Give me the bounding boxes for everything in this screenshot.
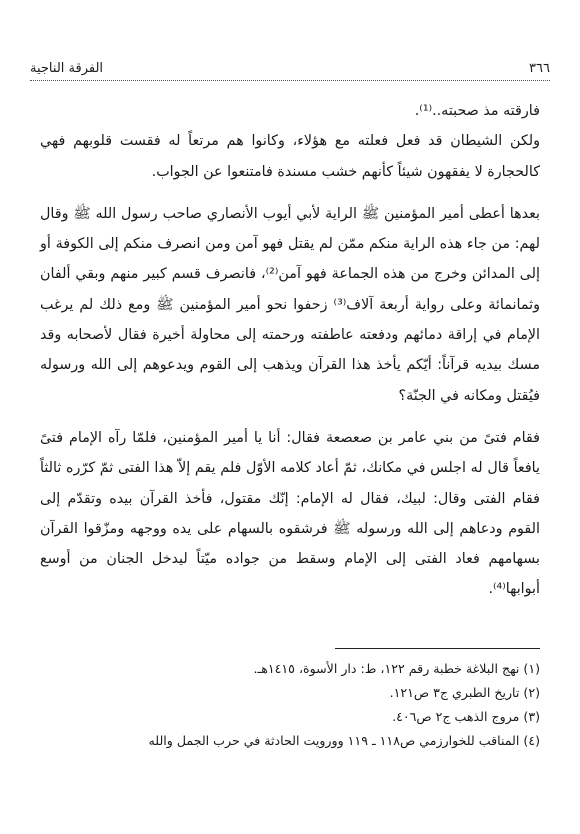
body-text	[40, 96, 540, 605]
paragraph: فقام فتىً من بني عامر بن صعصعة فقال: أنا يا أمير المؤمنين، فلمّا رآه الإمام فتىً يافعاً قال له اجلس في مكانك، ثمّ أعاد كلامه الأوّل فلم يقم إلاّ هذا الفتى ثمّ كرّره ثالثاً فقام الفتى وقال: لبيك، فقال له الإمام: إنّك مقتول، فأخذ القرآن بيده وتقدّم إلى القوم ودعاهم إلى الله ورسوله ﷺ فرشقوه بالسهام على يده ووجهه ومزّقوا القرآن بسهامهم فعاد الفتى إلى الإمام وسقط من جواده ميّتاً ليدخل الجنان من أوسع أبوابها⁽⁴⁾.	[40, 429, 540, 598]
footnotes	[40, 657, 540, 753]
footnote: (٤) المناقب للخوارزمي ص١١٨ ـ ١١٩ وورويت الحادثة في حرب الجمل والله	[148, 733, 540, 748]
paragraph: ولكن الشيطان قد فعل فعلته مع هؤلاء، وكانوا هم مرتعاً له فقست قلوبهم فهي كالحجارة لا يفقهون شيئاً كأنهم خشب مسندة فامتنعوا عن الجواب.	[40, 133, 540, 180]
page-number: ٣٦٦	[529, 61, 550, 76]
running-header	[30, 60, 550, 81]
footnote: (١) نهج البلاغة خطبة رقم ١٢٢، ط: دار الأسوة، ١٤١٥هـ.	[253, 661, 540, 676]
paragraph: بعدها أعطى أمير المؤمنين ﷺ الراية لأبي أيوب الأنصاري صاحب رسول الله ﷺ وقال لهم: من جاء هذه الراية منكم ممّن لم يقتل فهو آمن ومن انصرف منكم إلى الكوفة أو إلى المدائن وخرج من هذه الجماعة فهو آمن⁽²⁾، فانصرف قسم كبير منهم وبقي ألفان وثمانمائة وعلى رواية أربعة آلاف⁽³⁾ زحفوا نحو أمير المؤمنين ﷺ ومع ذلك لم يرغب الإمام في إراقة دمائهم ودفعته عاطفته ورحمته إلى محاولة أخيرة فقال لأصحابه وقد مسك بيديه قرآناً: أيّكم يأخذ هذا القرآن ويذهب إلى القوم ويدعوهم إلى الله ورسوله فيُقتل ومكانه في الجنّة؟	[40, 205, 541, 404]
footnote: (٢) تاريخ الطبري ج٣ ص١٢١.	[389, 685, 540, 700]
footnote-divider	[335, 648, 540, 649]
footnote: (٣) مروج الذهب ج٢ ص٤٠٦.	[392, 709, 540, 724]
paragraph: فارقته مذ صحبته..⁽¹⁾.	[414, 103, 540, 119]
running-title: الفرقة الناجية	[30, 61, 104, 76]
